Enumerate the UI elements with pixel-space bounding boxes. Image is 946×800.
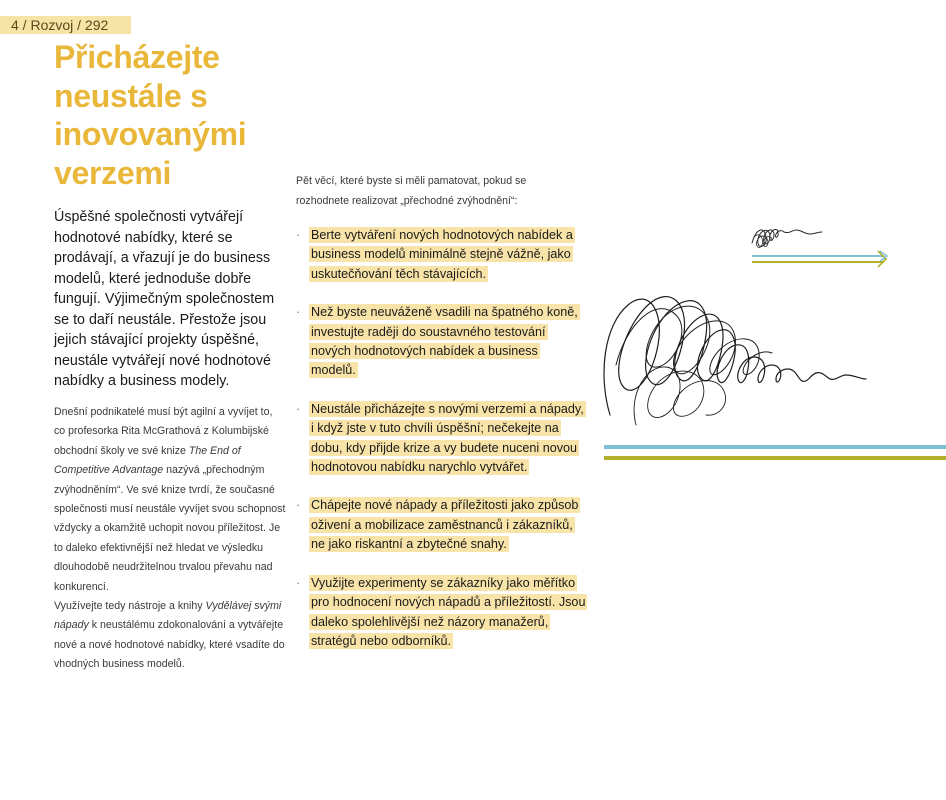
bullet-icon: · bbox=[296, 228, 301, 242]
body-text-segment: k neustálému zdokonalování a vytvářejte nové a nové hodnotové nabídky, které vsadíte do vhodných business modelů. bbox=[54, 619, 285, 671]
highlighted-tip-text: Než byste neuváženě vsadili na špatného koně, investujte raději do soustavného testování nových hodnotových nabídek a business modelů. bbox=[311, 305, 578, 378]
body-paragraph-2 bbox=[54, 597, 286, 675]
list-item bbox=[296, 226, 586, 284]
list-item bbox=[296, 574, 586, 652]
tips-intro: Pět věcí, které byste si měli pamatovat, pokud se rozhodnete realizovat „přechodné zvýhodnění“: bbox=[296, 175, 527, 207]
bullet-icon: · bbox=[296, 498, 301, 513]
bullet-icon: · bbox=[296, 575, 301, 590]
body-text bbox=[54, 403, 286, 675]
highlighted-tip-text: Chápejte nové nápady a příležitosti jako způsob oživení a mobilizace zaměstnanců i zákazníků, ne jako riskantní a zbytečné snahy. bbox=[311, 498, 579, 552]
list-item bbox=[296, 496, 586, 554]
highlighted-tip-text: Neustále přicházejte s novými verzemi a nápady, i když jste v tuto chvíli úspěšní; nečekejte na dobu, kdy přijde krize a vy budete nuceni novou hodnotovou nabídku narychlo vytvářet. bbox=[311, 401, 584, 475]
body-text-segment: nazývá „přechodným zvýhodněním“. Ve své knize tvrdí, že současné společnosti musí neustále vyvíjet svou schopnost vždycky a okamžitě uchopit novou příležitost. Je to daleko efektivnější než hledat ve výsledku dlouhodobě neudržitelnou trvalou převahu nad konkurencí. bbox=[54, 464, 286, 593]
book-title: The End of Competitive Advantage bbox=[54, 444, 241, 477]
highlighted-tip-text: Využijte experimenty se zákazníky jako měřítko pro hodnocení nových nápadů a příležitostí. Jsou daleko spolehlivější než názory manažerů, stratégů nebo odborníků. bbox=[311, 575, 586, 648]
book-title: Vydělávej svými nápady bbox=[54, 600, 282, 632]
tips-list bbox=[296, 226, 586, 670]
list-item bbox=[296, 303, 586, 381]
scribble-illustration bbox=[596, 205, 946, 465]
body-paragraph-1 bbox=[54, 403, 286, 597]
lead-paragraph: Úspěšné společnosti vytvářejí hodnotové nabídky, které se prodávají, a vřazují je do business modelů, které jednoduše dobře fungují. Výjimečným společnostem se to daří neustále. Přestože jsou jejich stávající projekty úspěšné, neustále vytvářejí nové hodnotové nabídky a business modely. bbox=[54, 209, 275, 389]
body-text-segment: Využívejte tedy nástroje a knihy bbox=[54, 600, 206, 613]
body-text-segment: Dnešní podnikatelé musí být agilní a vyvíjet to, co profesorka Rita McGrathová z Kolumbijské obchodní školy ve své knize bbox=[54, 406, 273, 457]
page-title: Přicházejte neustále s inovovanými verzemi bbox=[54, 39, 247, 191]
list-item bbox=[296, 400, 586, 478]
large-scribble-icon bbox=[604, 297, 866, 415]
page-label: 4 / Rozvoj / 292 bbox=[0, 16, 131, 34]
highlighted-tip-text: Berte vytváření nových hodnotových nabídek a business modelů minimálně stejně vážně, jako uskutečňování těch stávajících. bbox=[311, 228, 573, 281]
bullet-icon: · bbox=[296, 305, 301, 320]
bullet-icon: · bbox=[296, 401, 301, 416]
